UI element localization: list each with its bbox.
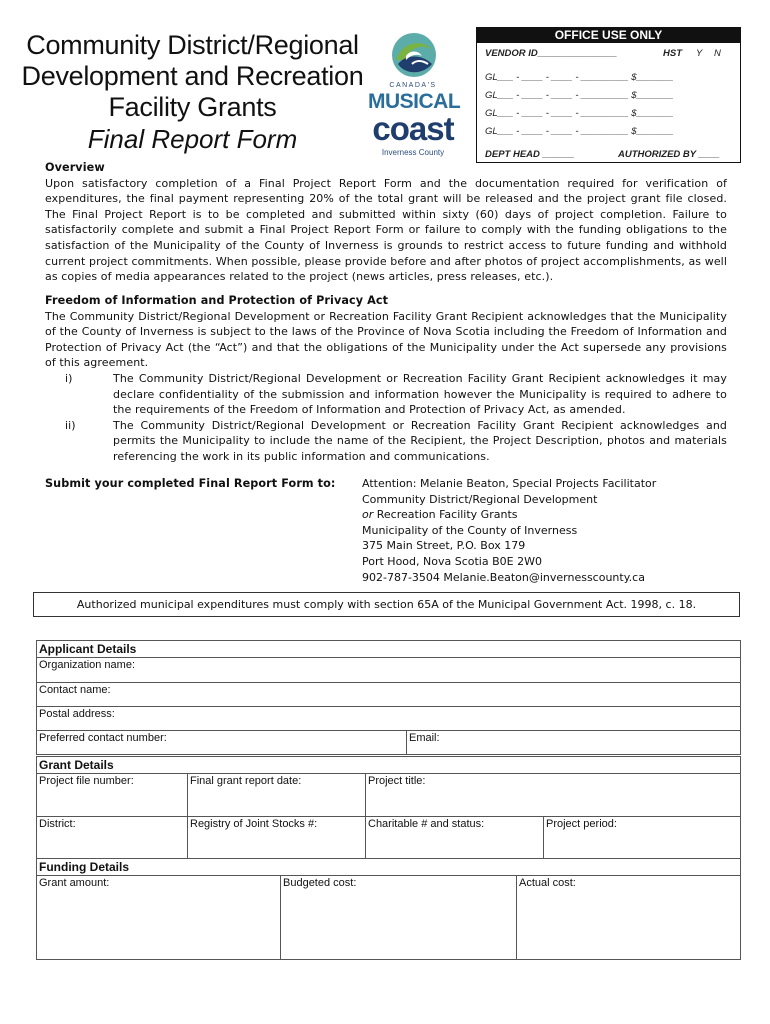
compliance-notice: Authorized municipal expenditures must comply with section 65A of the Municipal Government Act. 1998, c. 18. [33, 592, 740, 617]
title-line-3: Facility Grants [108, 92, 277, 122]
hst-no: N [714, 48, 721, 59]
hst-label: HST [663, 48, 682, 59]
budgeted-cost-field[interactable]: Budgeted cost: [281, 876, 517, 960]
address-line-1: Attention: Melanie Beaton, Special Projects Facilitator [362, 477, 657, 490]
address-line-3 [362, 507, 742, 523]
gl-line-3: GL___ - ____ - ____ - _________ $_______ [485, 108, 674, 119]
district-field[interactable]: District: [37, 817, 188, 860]
charitable-status-field[interactable]: Charitable # and status: [366, 817, 544, 860]
page-subtitle: Final Report Form [87, 124, 298, 154]
grant-details-table [36, 756, 741, 860]
page-title [20, 30, 365, 123]
address-or: or [362, 508, 374, 522]
project-period-field[interactable]: Project period: [544, 817, 741, 860]
address-line-6: Port Hood, Nova Scotia B0E 2W0 [362, 554, 542, 568]
office-use-heading: OFFICE USE ONLY [477, 28, 740, 43]
dept-head-field: DEPT HEAD ______ [485, 149, 575, 160]
vendor-id-field: VENDOR ID_______________ [485, 48, 618, 59]
gl-line-1: GL___ - ____ - ____ - _________ $_______ [485, 72, 674, 83]
applicant-details-table [36, 640, 741, 755]
postal-address-field[interactable]: Postal address: [37, 707, 741, 731]
logo-musical: MUSICAL [368, 90, 461, 113]
title-line-2: Development and Recreation [21, 61, 364, 91]
list-item-number: i) [65, 372, 73, 385]
overview-heading: Overview [45, 161, 105, 174]
list-item [65, 418, 727, 465]
applicant-details-heading: Applicant Details [37, 641, 741, 658]
authorized-by-field: AUTHORIZED BY ____ [618, 149, 720, 160]
title-line-1: Community District/Regional [26, 30, 359, 60]
submit-address [362, 476, 742, 585]
musical-coast-logo [368, 30, 461, 160]
organization-name-field[interactable]: Organization name: [37, 658, 741, 683]
logo-county: Inverness County [381, 148, 445, 157]
contact-number-field[interactable]: Preferred contact number: [37, 731, 407, 755]
email-field[interactable]: Email: [407, 731, 741, 755]
address-line-4: Municipality of the County of Inverness [362, 523, 578, 537]
grant-amount-field[interactable]: Grant amount: [37, 876, 281, 960]
address-line-3-text: Recreation Facility Grants [376, 508, 518, 522]
address-line-2: Community District/Regional Development [362, 492, 598, 506]
funding-details-table [36, 858, 741, 960]
gl-line-2: GL___ - ____ - ____ - _________ $_______ [485, 90, 674, 101]
foipop-list [65, 371, 727, 465]
actual-cost-field[interactable]: Actual cost: [517, 876, 741, 960]
foipop-heading: Freedom of Information and Protection of Privacy Act [45, 294, 389, 307]
grant-details-heading: Grant Details [37, 757, 741, 774]
foipop-text: The Community District/Regional Development or Recreation Facility Grant Recipient acknowledges that the Municipality of the County of Inverness is subject to the laws of the Province of Nova Scotia including the Freedom of Information and Protection of Privacy Act (the “Act”) and that the obligations of the Municipality under the Act supersede any provisions of this agreement. [45, 309, 727, 370]
project-file-number-field[interactable]: Project file number: [37, 774, 188, 817]
overview-text: Upon satisfactory completion of a Final Project Report Form and the documentation required for verification of expenditures, the final payment representing 20% of the total grant will be released and the project grant file closed. The Final Project Report is to be completed and submitted within sixty (60) days of project completion. Failure to satisfactorily complete and submit a Final Project Report Form or failure to comply with the funding obligations to the satisfaction of the Municipality of the County of Inverness is grounds to restrict access to future funding and withhold current project commitments. When possible, please provide before and after photos of project accomplishments, as well as copies of media appearances related to the project (news articles, press releases, etc.). [45, 176, 727, 284]
list-item-number: ii) [65, 418, 76, 432]
wave-swirl-icon [388, 30, 440, 80]
foipop-section [45, 293, 727, 371]
logo-canadas: CANADA'S [389, 82, 437, 89]
address-line-5: 375 Main Street, P.O. Box 179 [362, 539, 526, 553]
funding-details-heading: Funding Details [37, 859, 741, 876]
logo-coast: coast [372, 110, 454, 147]
project-title-field[interactable]: Project title: [366, 774, 741, 817]
submit-label: Submit your completed Final Report Form to: [45, 477, 336, 490]
overview-section [45, 160, 727, 285]
hst-yes: Y [696, 48, 703, 59]
gl-line-4: GL___ - ____ - ____ - _________ $_______ [485, 126, 674, 137]
contact-name-field[interactable]: Contact name: [37, 683, 741, 707]
office-use-box [476, 27, 741, 163]
address-line-7: 902-787-3504 Melanie.Beaton@invernesscounty.ca [362, 570, 645, 584]
list-item-text: The Community District/Regional Development or Recreation Facility Grant Recipient acknowledges it may declare confidentiality of the submission and information however the Municipality is required to adhere to the requirements of the Freedom of Information and Protection of Privacy Act, as amended. [113, 372, 727, 417]
final-report-date-field[interactable]: Final grant report date: [188, 774, 366, 817]
list-item-text: The Community District/Regional Development or Recreation Facility Grant Recipient acknowledges and permits the Municipality to include the name of the Recipient, the Project Description, photos and materials referencing the work in its public information and communications. [113, 418, 727, 463]
registry-joint-stocks-field[interactable]: Registry of Joint Stocks #: [188, 817, 366, 860]
list-item [65, 371, 727, 418]
